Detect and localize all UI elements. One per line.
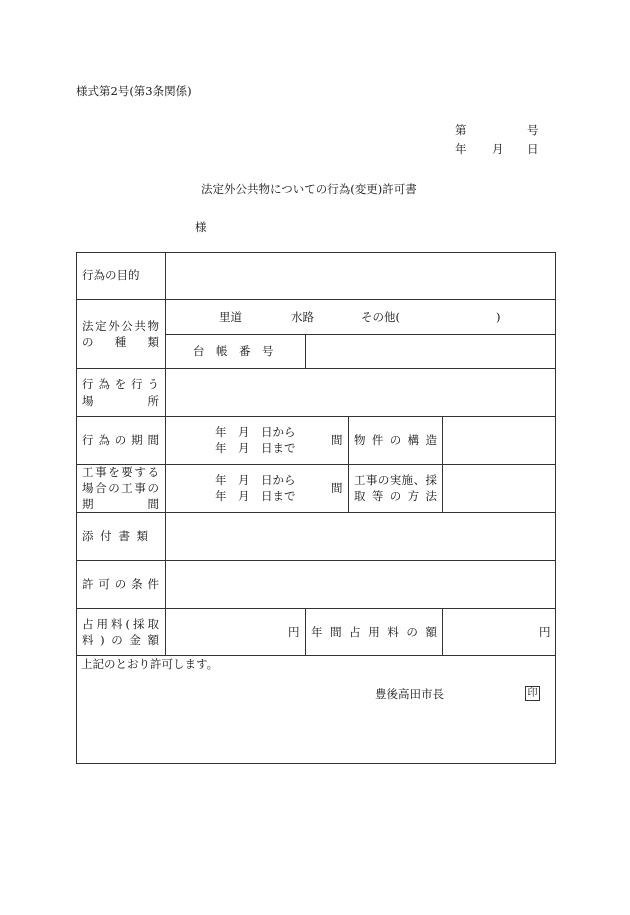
method-label: 工事の実施、採 bbox=[354, 473, 437, 487]
seal-stamp: 印 bbox=[525, 686, 540, 701]
row-divider bbox=[76, 416, 556, 417]
annual-fee-yen: 円 bbox=[539, 625, 551, 639]
type-road: 里道 bbox=[219, 310, 242, 324]
place-label: 行為を行う bbox=[82, 377, 159, 391]
row-divider bbox=[76, 368, 556, 369]
row-divider bbox=[76, 299, 556, 300]
date-day: 日 bbox=[527, 142, 539, 156]
row-divider bbox=[76, 560, 556, 561]
structure-label: 物件の構造 bbox=[354, 433, 437, 447]
annual-fee-label: 年間占用料の額 bbox=[311, 625, 437, 639]
col-divider bbox=[305, 334, 306, 368]
form-number: 様式第2号(第3条関係) bbox=[76, 84, 192, 98]
number-dai: 第 bbox=[455, 123, 467, 137]
col-divider bbox=[442, 608, 443, 655]
work-period-between: 間 bbox=[331, 481, 343, 495]
place-label-2: 場 所 bbox=[82, 394, 159, 408]
ledger-number-label: 台 帳 番 号 bbox=[193, 344, 274, 358]
date-month: 月 bbox=[492, 142, 504, 156]
fee-label-2: 料)の金額 bbox=[82, 633, 159, 647]
period-to: 年 月 日まで bbox=[215, 441, 296, 455]
approval-text: 上記のとおり許可します。 bbox=[81, 657, 219, 671]
attachments-label: 添付書類 bbox=[82, 529, 148, 543]
public-property-label-2: の 種 類 bbox=[82, 335, 159, 349]
col-divider bbox=[442, 416, 443, 512]
work-period-to: 年 月 日まで bbox=[215, 489, 296, 503]
row-divider bbox=[76, 512, 556, 513]
public-property-label: 法定外公共物 bbox=[82, 319, 159, 333]
fee-label: 占用料(採取 bbox=[82, 617, 159, 631]
method-label-2: 取等の方法 bbox=[354, 489, 437, 503]
type-other: その他( bbox=[361, 310, 400, 324]
document-title: 法定外公共物についての行為(変更)許可書 bbox=[201, 182, 417, 196]
col-divider bbox=[165, 252, 166, 655]
conditions-label: 許可の条件 bbox=[82, 577, 159, 591]
work-period-label: 工事を要する bbox=[82, 465, 159, 479]
period-label: 行為の期間 bbox=[82, 433, 159, 447]
fee-yen: 円 bbox=[288, 625, 300, 639]
number-go: 号 bbox=[527, 123, 539, 137]
addressee-suffix: 様 bbox=[195, 220, 207, 234]
type-waterway: 水路 bbox=[291, 310, 314, 324]
col-divider bbox=[305, 608, 306, 655]
work-period-label-2: 場合の工事の bbox=[82, 481, 159, 495]
purpose-label: 行為の目的 bbox=[82, 268, 140, 282]
work-period-from: 年 月 日から bbox=[215, 473, 296, 487]
type-other-close: ) bbox=[496, 310, 501, 324]
period-from: 年 月 日から bbox=[215, 425, 296, 439]
row-divider bbox=[76, 608, 556, 609]
col-divider bbox=[348, 416, 349, 512]
mayor-title: 豊後高田市長 bbox=[375, 687, 444, 701]
date-year: 年 bbox=[455, 142, 467, 156]
row-divider bbox=[165, 334, 556, 335]
period-between: 間 bbox=[331, 433, 343, 447]
work-period-label-3: 期 間 bbox=[82, 497, 159, 511]
